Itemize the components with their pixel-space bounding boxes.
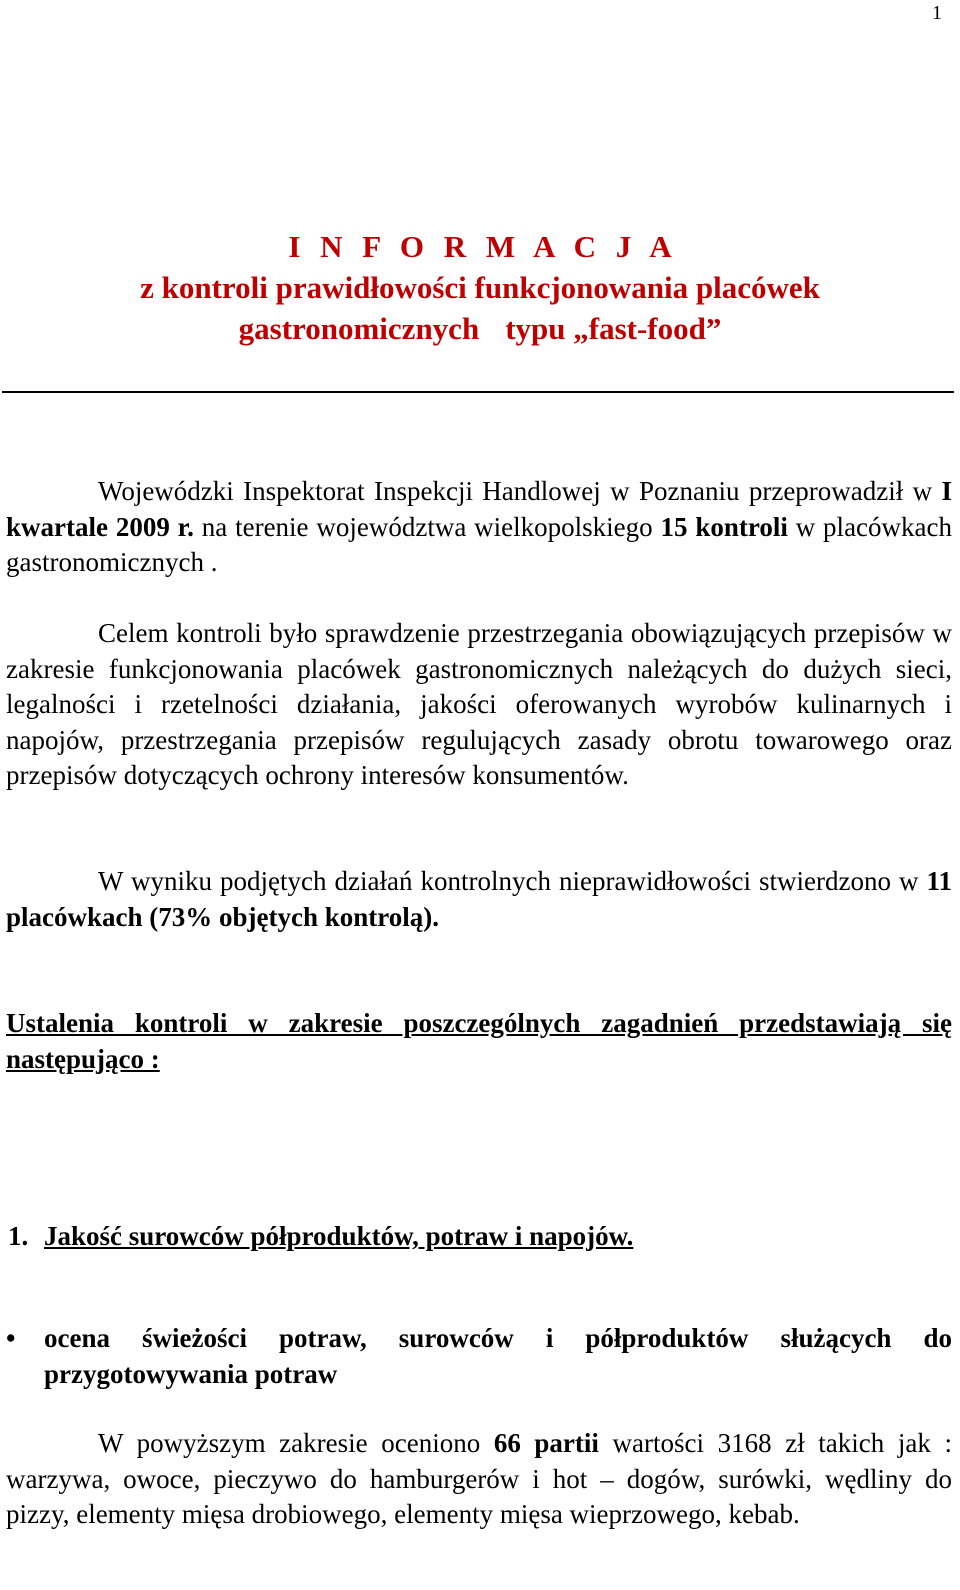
intro-count-bold: 15 kontroli (660, 511, 788, 542)
result-text: W wyniku podjętych działań kontrolnych nieprawidłowości stwierdzono w (98, 866, 927, 896)
title-line-3 (0, 308, 960, 349)
bullet-text: ocena świeżości potraw, surowców i półproduktów służących do przygotowywania potraw (44, 1323, 952, 1389)
assessment-bold: 66 partii (493, 1428, 599, 1458)
title-line-2: z kontroli prawidłowości funkcjonowania placówek (140, 270, 820, 305)
assessment-text-1: W powyższym zakresie oceniono (98, 1428, 494, 1458)
assessment-paragraph (6, 1426, 952, 1533)
purpose-paragraph: Celem kontroli było sprawdzenie przestrzegania obowiązujących przepisów w zakresie funkcjonowania placówek gastronomicznych należących do dużych sieci, legalności i rzetelności działania, jakości oferowanych wyrobów kulinarnych i napojów, przestrzegania przepisów regulujących zasady obrotu towarowego oraz przepisów dotyczących ochrony interesów konsumentów. (6, 618, 952, 791)
section-heading: Ustalenia kontroli w zakresie poszczególnych zagadnień przedstawiają się następująco : (6, 1008, 952, 1074)
page-number: 1 (932, 2, 942, 24)
horizontal-rule (2, 391, 954, 393)
intro-text-1: Wojewódzki Inspektorat Inspekcji Handlowej w Poznaniu przeprowadził w (98, 476, 942, 506)
intro-period-bold: I kwartale 2009 r. (6, 476, 952, 542)
result-bold: 11 placówkach (73% objętych kontrolą). (6, 866, 952, 932)
item-heading-1 (8, 1218, 633, 1254)
title-heading: I N F O R M A C J A (288, 229, 678, 264)
intro-text-2: na terenie województwa wielkopolskiego (193, 511, 661, 542)
document-title (0, 226, 960, 349)
bullet-icon: • (6, 1323, 16, 1353)
result-paragraph (6, 864, 952, 935)
item-number: 1. (8, 1221, 29, 1251)
bullet-item (6, 1320, 952, 1392)
title-line-3b: typu „fast-food” (505, 311, 722, 346)
intro-text-3: w placówkach gastronomicznych . (6, 511, 952, 578)
title-line-3a: gastronomicznych (238, 311, 480, 346)
assessment-text-2: wartości 3168 zł takich jak : warzywa, owoce, pieczywo do hamburgerów i hot – dogów, surówki, wędliny do pizzy, elementy mięsa drobiowego, elementy mięsa wieprzowego, kebab. (6, 1428, 952, 1530)
intro-paragraph (6, 474, 952, 581)
item-title: Jakość surowców półproduktów, potraw i napojów. (44, 1221, 634, 1251)
